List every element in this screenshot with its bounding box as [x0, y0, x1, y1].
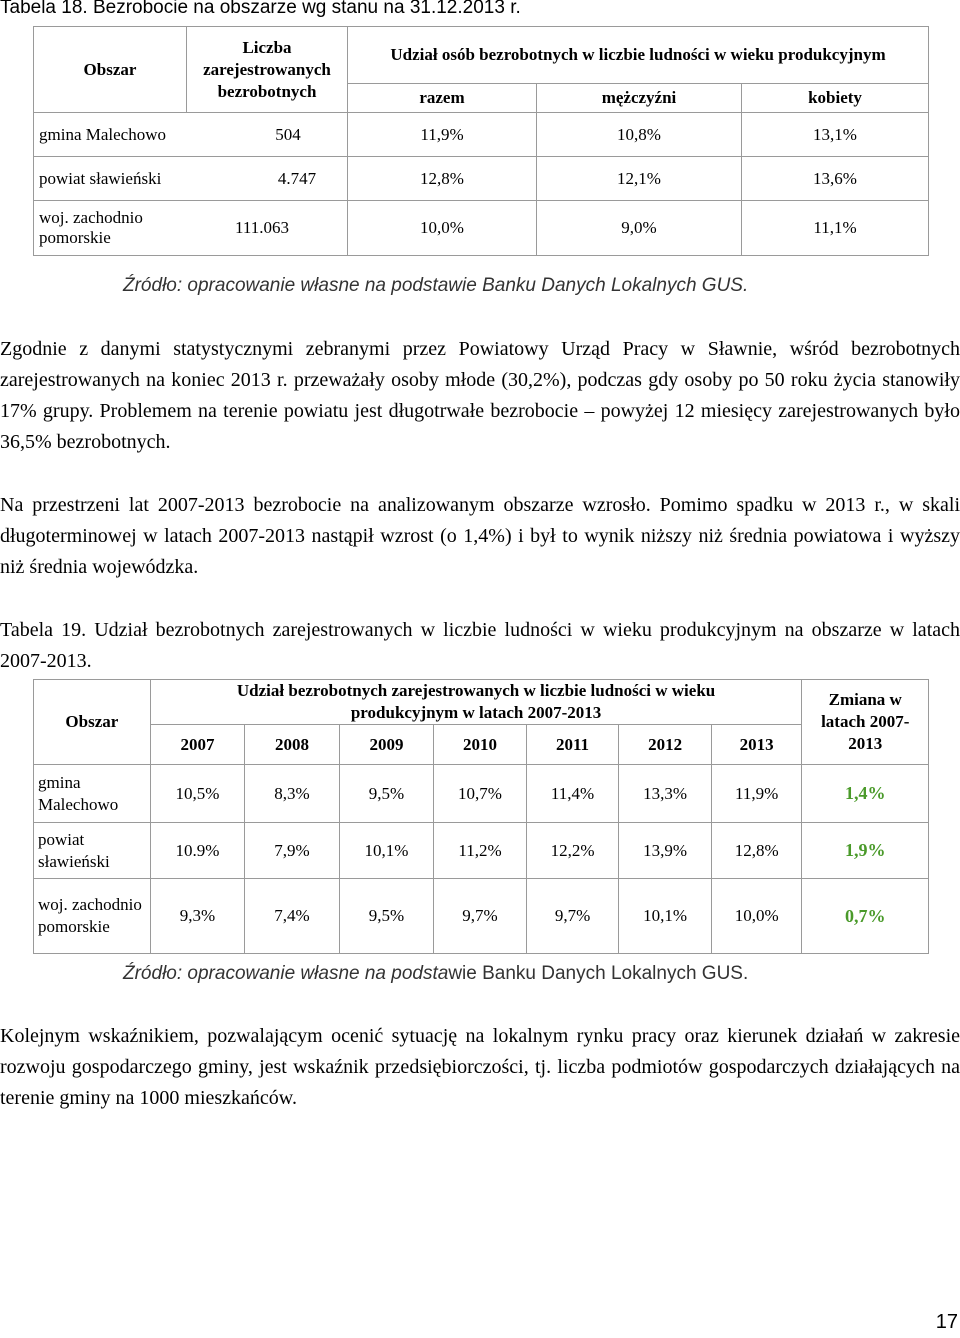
t19-year: 2013 — [711, 725, 802, 765]
table-row — [34, 823, 929, 879]
t18-row-total: 10,0% — [348, 201, 537, 256]
t18-header-area: Obszar — [34, 27, 187, 113]
t18-row-total: 11,9% — [348, 113, 537, 157]
t18-row-count: 111.063 — [235, 218, 289, 237]
paragraph-unemployment-trend — [0, 490, 960, 583]
t19-change: 1,9% — [802, 823, 929, 879]
t18-header-men: mężczyźni — [537, 84, 742, 113]
t19-value: 9,5% — [339, 765, 434, 823]
paragraph-text: Na przestrzeni lat 2007-2013 bezrobocie na analizowanym obszarze wzrosło. Pomimo spadku w 2013 r., w skali długoterminowej w latach 2007-2013 nastąpił wzrost (o 1,4%) i był to wynik niższy niż średnia powiatowa i wyższy niż średnia wojewódzka. — [0, 494, 960, 578]
t18-row-total: 12,8% — [348, 157, 537, 201]
table-row — [34, 879, 929, 954]
t18-row-area: powiat sławieński — [39, 168, 162, 188]
t19-value: 10,7% — [434, 765, 527, 823]
t19-year: 2007 — [150, 725, 245, 765]
t19-value: 9,7% — [434, 879, 527, 954]
t19-header-area: Obszar — [34, 680, 151, 765]
t18-row-women: 13,6% — [742, 157, 929, 201]
t18-row-area: woj. zachodnio pomorskie — [39, 208, 143, 247]
paragraph-unemployment-structure — [0, 334, 960, 458]
t19-header-change: Zmiana w latach 2007-2013 — [802, 680, 929, 765]
t18-row-men: 10,8% — [537, 113, 742, 157]
t18-row-men: 9,0% — [537, 201, 742, 256]
t19-year: 2008 — [245, 725, 339, 765]
t19-value: 10,1% — [619, 879, 712, 954]
t19-value: 10.9% — [150, 823, 245, 879]
t18-header-share: Udział osób bezrobotnych w liczbie ludności w wieku produkcyjnym — [348, 27, 929, 84]
t19-value: 10,1% — [339, 823, 434, 879]
t19-value: 9,5% — [339, 879, 434, 954]
t18-row-count: 4.747 — [277, 168, 317, 188]
t19-row-area: powiat sławieński — [34, 823, 151, 879]
caption-text: Tabela 19. Udział bezrobotnych zarejestrowanych w liczbie ludności w wieku produkcyjnym na obszarze w latach 2007-2013. — [0, 619, 960, 672]
t19-value: 10,0% — [711, 879, 802, 954]
paragraph-entrepreneurship — [0, 1021, 960, 1114]
t18-row-women: 11,1% — [742, 201, 929, 256]
t19-row-area: gmina Malechowo — [34, 765, 151, 823]
table-row — [34, 201, 929, 256]
t19-value: 11,4% — [526, 765, 619, 823]
t18-row-area: gmina Malechowo — [39, 124, 166, 144]
source-part: Źródło: opracowanie własne na podsta — [123, 963, 449, 984]
table19-caption — [0, 615, 960, 677]
table19-source — [123, 962, 748, 985]
t19-change: 0,7% — [802, 879, 929, 954]
table-row — [34, 157, 929, 201]
table18-caption: Tabela 18. Bezrobocie na obszarze wg stanu na 31.12.2013 r. — [0, 0, 521, 18]
t19-change: 1,4% — [802, 765, 929, 823]
page-number: 17 — [935, 1311, 958, 1333]
t18-row-women: 13,1% — [742, 113, 929, 157]
t19-value: 8,3% — [245, 765, 339, 823]
t19-value: 13,9% — [619, 823, 712, 879]
t19-year: 2012 — [619, 725, 712, 765]
t19-value: 10,5% — [150, 765, 245, 823]
table-row — [34, 113, 929, 157]
t19-value: 12,8% — [711, 823, 802, 879]
table18 — [33, 26, 929, 256]
t18-row-men: 12,1% — [537, 157, 742, 201]
t18-header-count: Liczba zarejestrowanych bezrobotnych — [187, 27, 348, 113]
t18-header-total: razem — [348, 84, 537, 113]
t19-row-area: woj. zachodnio pomorskie — [34, 879, 151, 954]
paragraph-text: Kolejnym wskaźnikiem, pozwalającym ocenić sytuację na lokalnym rynku pracy oraz kierunek działań w zakresie rozwoju gospodarczego gminy, jest wskaźnik przedsiębiorczości, tj. liczba podmiotów gospodarczych działających na terenie gminy na 1000 mieszkańców. — [0, 1025, 960, 1109]
source-part: wie Banku Danych Lokalnych GUS. — [448, 963, 749, 984]
t19-value: 12,2% — [526, 823, 619, 879]
table-row — [34, 765, 929, 823]
table19 — [33, 679, 929, 954]
t19-year: 2009 — [339, 725, 434, 765]
t19-value: 13,3% — [619, 765, 712, 823]
t19-value: 11,2% — [434, 823, 527, 879]
t19-header-share: Udział bezrobotnych zarejestrowanych w liczbie ludności w wieku produkcyjnym w latach 2007-2013 — [150, 680, 802, 725]
t18-header-women: kobiety — [742, 84, 929, 113]
t19-year: 2011 — [526, 725, 619, 765]
t19-value: 9,3% — [150, 879, 245, 954]
paragraph-text: Zgodnie z danymi statystycznymi zebranymi przez Powiatowy Urząd Pracy w Sławnie, wśród bezrobotnych zarejestrowanych na koniec 2013 r. przeważały osoby młode (30,2%), podczas gdy osoby po 50 roku życia stanowiły 17% grupy. Problemem na terenie powiatu jest długotrwałe bezrobocie – powyżej 12 miesięcy zarejestrowanych było 36,5% bezrobotnych. — [0, 338, 960, 453]
t19-value: 7,4% — [245, 879, 339, 954]
table18-source: Źródło: opracowanie własne na podstawie Banku Danych Lokalnych GUS. — [123, 275, 749, 296]
t19-value: 11,9% — [711, 765, 802, 823]
t19-year: 2010 — [434, 725, 527, 765]
t19-value: 9,7% — [526, 879, 619, 954]
t19-value: 7,9% — [245, 823, 339, 879]
t18-row-count: 504 — [275, 124, 301, 144]
